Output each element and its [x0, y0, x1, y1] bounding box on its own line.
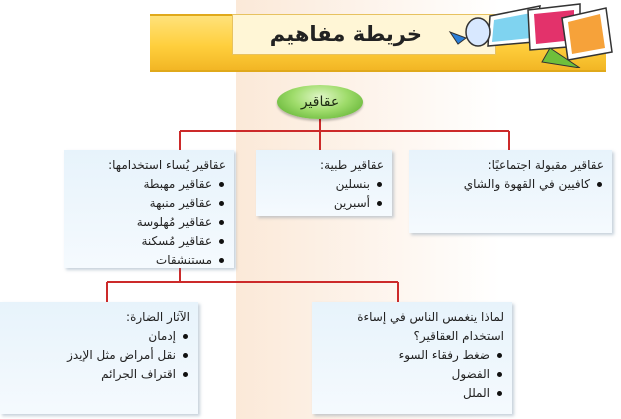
list-item: ضغط رفقاء السوء [320, 346, 490, 365]
list-item: إدمان [8, 327, 176, 346]
list-item: كافيين في القهوة والشاي [417, 175, 590, 194]
concept-heading: عقاقير طبية: [320, 158, 384, 172]
list-item: بنسلين [264, 175, 370, 194]
concept-list [8, 327, 190, 384]
list-item: نقل أمراض مثل الإيدز [8, 346, 176, 365]
concept-heading: عقاقير مقبولة اجتماعيًا: [487, 158, 604, 172]
list-item: اقتراف الجرائم [8, 365, 176, 384]
concept-box-harmful-effects [0, 302, 198, 414]
concept-list [72, 175, 226, 270]
concept-heading-continued: استخدام العقاقير؟ [413, 329, 504, 343]
list-item: عقاقير مُهلوسة [72, 213, 212, 232]
concept-box-why-abuse [312, 302, 512, 414]
concept-list [320, 346, 504, 403]
list-item: الفضول [320, 365, 490, 384]
concept-list [417, 175, 604, 194]
list-item: مستنشقات [72, 251, 212, 270]
list-item: أسبرين [264, 194, 370, 213]
list-item: عقاقير منبهة [72, 194, 212, 213]
list-item: عقاقير مهبطة [72, 175, 212, 194]
list-item: الملل [320, 384, 490, 403]
concept-box-medical [256, 150, 392, 216]
concept-box-abused [64, 150, 234, 268]
concept-list [264, 175, 384, 213]
root-concept-node: عقاقير [277, 85, 363, 119]
list-item: عقاقير مُسكنة [72, 232, 212, 251]
concept-heading: الآثار الضارة: [126, 310, 190, 324]
page-title: خريطة مفاهيم [269, 22, 422, 46]
concept-box-socially-accepted [409, 150, 612, 233]
concept-heading: عقاقير يُساء استخدامها: [108, 158, 226, 172]
concept-heading: لماذا ينغمس الناس في إساءة [357, 310, 504, 324]
